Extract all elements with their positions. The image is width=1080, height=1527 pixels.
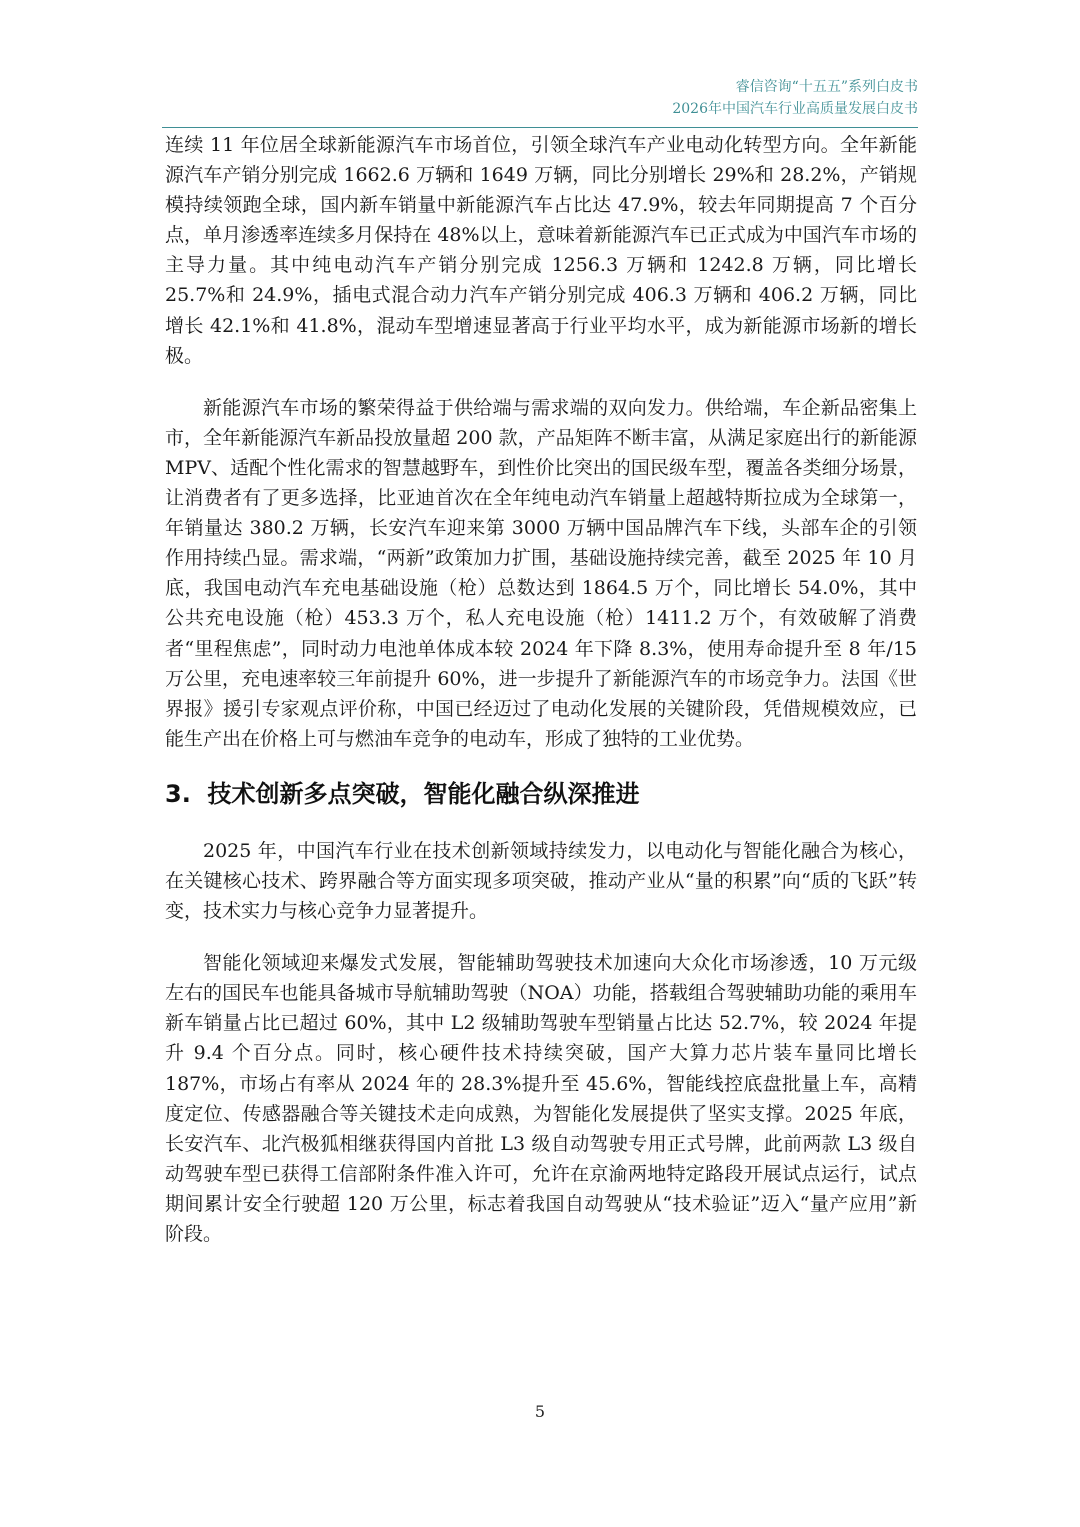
body-paragraph-tech-intro: 2025 年，中国汽车行业在技术创新领域持续发力，以电动化与智能化融合为核心，在关键核心技术、跨界融合等方面实现多项突破，推动产业从“量的积累”向“质的飞跃”转变，技术实力与核心竞争力显著提升。 — [165, 839, 917, 923]
running-header — [672, 76, 918, 120]
page-number: 5 — [534, 1402, 546, 1421]
section-heading — [165, 774, 917, 814]
section-title: 技术创新多点突破，智能化融合纵深推进 — [207, 779, 640, 808]
body-paragraph-intelligence: 智能化领域迎来爆发式发展，智能辅助驾驶技术加速向大众化市场渗透，10 万元级左右的国民车也能具备城市导航辅助驾驶（NOA）功能，搭载组合驾驶辅助功能的乘用车新车销量占比已超过 60%，其中 L2 级辅助驾驶车型销量占比达 52.7%，较 2024 年提升 9.4 个百分点。同时，核心硬件技术持续突破，国产大算力芯片装车量同比增长 187%，市场占有率从 2024 年的 28.3%提升至 45.6%，智能线控底盘批量上车，高精度定位、传感器融合等关键技术走向成熟，为智能化发展提供了坚实支撑。2025 年底，长安汽车、北汽极狐相继获得国内首批 L3 级自动驾驶专用正式号牌，此前两款 L3 级自动驾驶车型已获得工信部附条件准入许可，允许在京渝两地特定路段开展试点运行，试点期间累计安全行驶超 120 万公里，标志着我国自动驾驶从“技术验证”迈入“量产应用”新阶段。 — [165, 952, 917, 1245]
header-report-title: 2026年中国汽车行业高质量发展白皮书 — [672, 101, 918, 117]
header-divider — [162, 127, 918, 128]
section-number: 3. — [165, 779, 191, 808]
page-body — [165, 130, 917, 1249]
body-paragraph-continued: 连续 11 年位居全球新能源汽车市场首位，引领全球汽车产业电动化转型方向。全年新能源汽车产销分别完成 1662.6 万辆和 1649 万辆，同比分别增长 29%和 28.2%，产销规模持续领跑全球，国内新车销量中新能源汽车占比达 47.9%，较去年同期提高 7 个百分点，单月渗透率连续多月保持在 48%以上，意味着新能源汽车已正式成为中国汽车市场的主导力量。其中纯电动汽车产销分别完成 1256.3 万辆和 1242.8 万辆，同比增长 25.7%和 24.9%，插电式混合动力汽车产销分别完成 406.3 万辆和 406.2 万辆，同比增长 42.1%和 41.8%，混动车型增速显著高于行业平均水平，成为新能源市场新的增长极。 — [165, 134, 917, 367]
body-paragraph-supply-demand: 新能源汽车市场的繁荣得益于供给端与需求端的双向发力。供给端，车企新品密集上市，全年新能源汽车新品投放量超 200 款，产品矩阵不断丰富，从满足家庭出行的新能源 MPV、适配个性化需求的智慧越野车，到性价比突出的国民级车型，覆盖各类细分场景，让消费者有了更多选择，比亚迪首次在全年纯电动汽车销量上超越特斯拉成为全球第一，年销量达 380.2 万辆，长安汽车迎来第 3000 万辆中国品牌汽车下线，头部车企的引领作用持续凸显。需求端，“两新”政策加力扩围，基础设施持续完善，截至 2025 年 10 月底，我国电动汽车充电基础设施（枪）总数达到 1864.5 万个，同比增长 54.0%，其中公共充电设施（枪）453.3 万个，私人充电设施（枪）1411.2 万个，有效破解了消费者“里程焦虑”，同时动力电池单体成本较 2024 年下降 8.3%，使用寿命提升至 8 年/15 万公里，充电速率较三年前提升 60%，进一步提升了新能源汽车的市场竞争力。法国《世界报》援引专家观点评价称，中国已经迈过了电动化发展的关键阶段，凭借规模效应，已能生产出在价格上可与燃油车竞争的电动车，形成了独特的工业优势。 — [165, 396, 917, 750]
header-series-title: 睿信咨询“十五五”系列白皮书 — [735, 79, 918, 95]
